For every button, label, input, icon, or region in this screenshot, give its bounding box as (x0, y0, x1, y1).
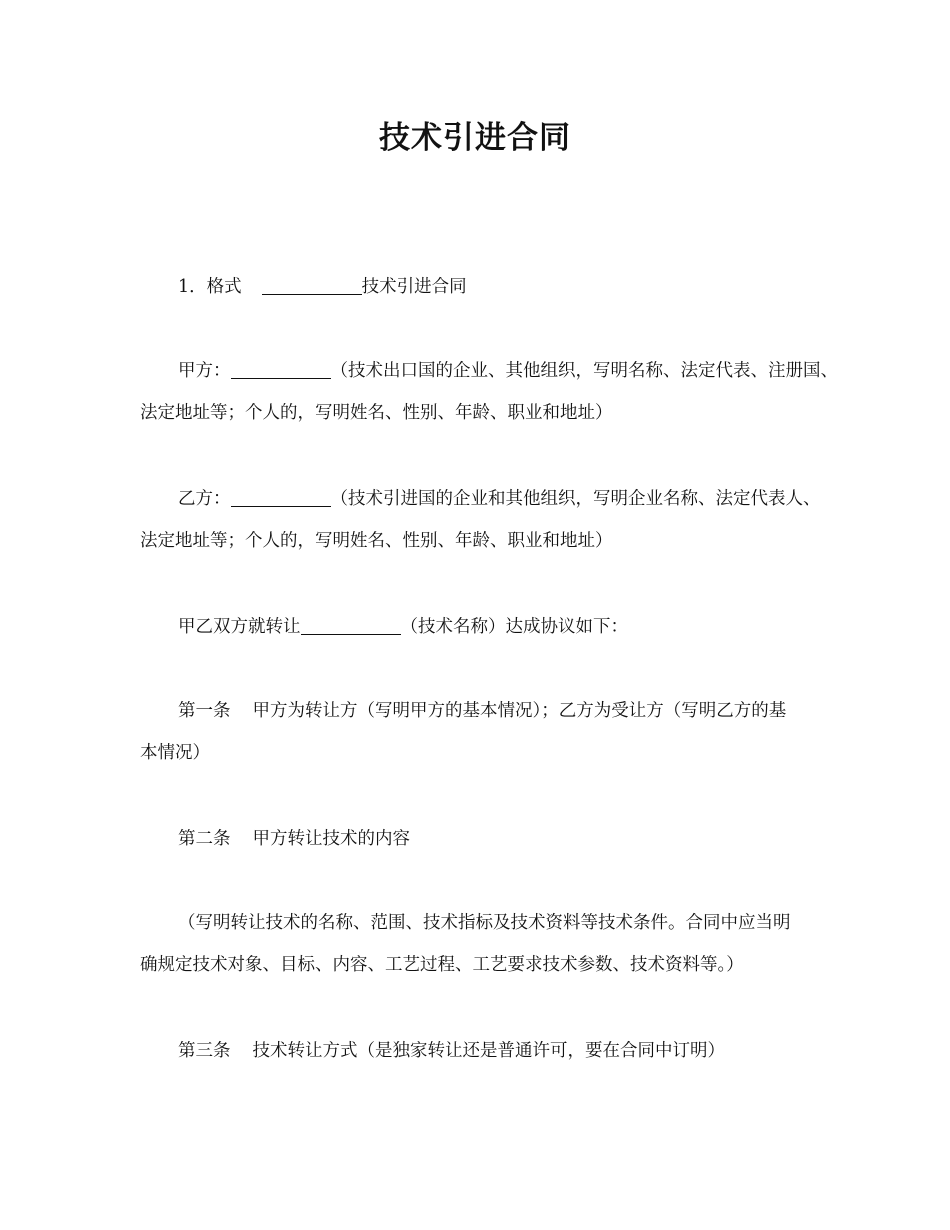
article-2-heading: 第二条 (178, 829, 231, 849)
party-a-label: 甲方： (178, 361, 231, 381)
format-line (140, 266, 830, 308)
article-3-text: 技术转让方式（是独家转让还是普通许可，要在合同中订明） (252, 1041, 725, 1061)
party-b-desc-line2: 法定地址等；个人的，写明姓名、性别、年龄、职业和地址） (140, 531, 613, 551)
article-2-note-line2: 确规定技术对象、目标、内容、工艺过程、工艺要求技术参数、技术资料等。） (140, 955, 744, 975)
party-a-desc-line2: 法定地址等；个人的，写明姓名、性别、年龄、职业和地址） (140, 403, 613, 423)
article-3-paragraph (140, 1030, 830, 1072)
agreement-paragraph (140, 606, 830, 648)
party-a-blank (231, 358, 331, 379)
format-suffix: 技术引进合同 (361, 277, 467, 297)
party-a-paragraph (140, 350, 838, 434)
party-b-paragraph (140, 478, 830, 562)
article-2-note-paragraph (140, 902, 830, 986)
agreement-suffix: （技术名称）达成协议如下： (400, 617, 628, 637)
format-blank (262, 274, 362, 295)
article-2-text: 甲方转让技术的内容 (252, 829, 410, 849)
article-2-note-line1: （写明转让技术的名称、范围、技术指标及技术资料等技术条件。合同中应当明 (178, 913, 791, 933)
party-b-blank (231, 486, 331, 507)
agreement-prefix: 甲乙双方就转让 (178, 617, 301, 637)
party-b-label: 乙方： (178, 489, 231, 509)
format-number: 1．格式 (178, 277, 242, 297)
article-3-heading: 第三条 (178, 1041, 231, 1061)
technology-name-blank (301, 614, 401, 635)
document-title: 技术引进合同 (379, 120, 571, 156)
article-1-line2: 本情况） (140, 743, 210, 763)
party-b-desc-line1: （技术引进国的企业和其他组织，写明企业名称、法定代表人、 (330, 489, 821, 509)
article-1-paragraph (140, 690, 830, 774)
party-a-desc-line1: （技术出口国的企业、其他组织，写明名称、法定代表、注册国、 (330, 361, 838, 381)
article-1-line1: 甲方为转让方（写明甲方的基本情况）；乙方为受让方（写明乙方的基 (252, 701, 787, 721)
article-1-heading: 第一条 (178, 701, 231, 721)
article-2-paragraph (140, 818, 830, 860)
